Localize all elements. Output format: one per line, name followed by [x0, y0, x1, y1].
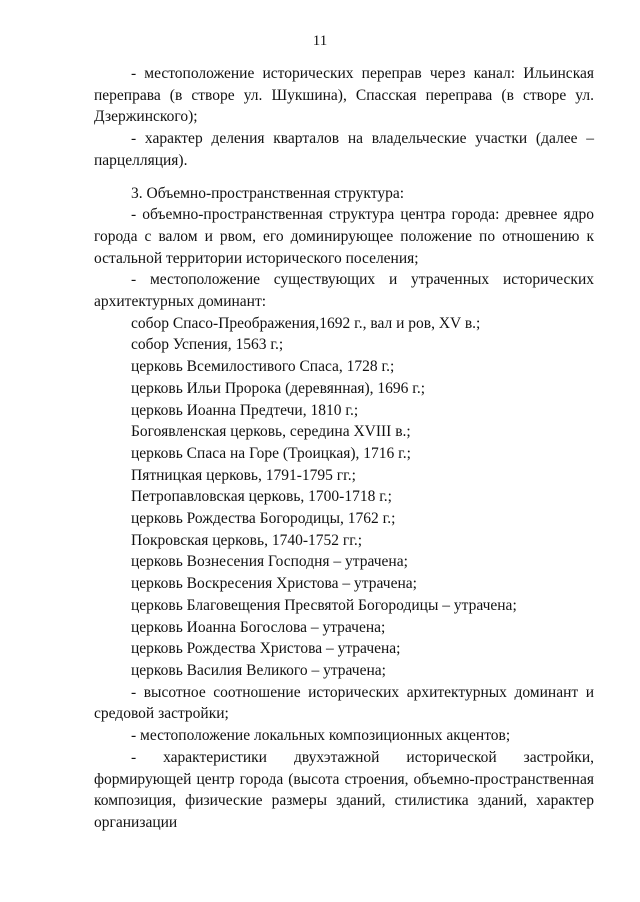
list-item: церковь Благовещения Пресвятой Богородицы – утрачена;	[131, 596, 517, 614]
list-item: Покровская церковь, 1740-1752 гг.;	[131, 531, 363, 549]
list-item: церковь Василия Великого – утрачена;	[131, 661, 386, 679]
page-number: 11	[312, 33, 328, 49]
paragraph-gap	[94, 172, 594, 183]
paragraph-volume-structure: - объемно-пространственная структура центра города: древнее ядро города с валом и рвом, его доминирующее положение по отношению к остальной территории исторического поселения;	[94, 206, 594, 267]
list-item: церковь Вознесения Господня – утрачена;	[131, 553, 408, 571]
paragraph-two-storey-buildings: - характеристики двухэтажной исторической застройки, формирующей центр города (высота строения, объемно-пространственная композиция, физические размеры зданий, стилистика зданий, характер организации	[94, 748, 594, 831]
dominants-list	[94, 313, 594, 682]
list-item: собор Спасо-Преображения,1692 г., вал и ров, XV в.;	[131, 314, 481, 332]
paragraph-parcelling: - характер деления кварталов на владельческие участки (далее – парцелляция).	[94, 130, 594, 169]
list-item: церковь Ильи Пророка (деревянная), 1696 г.;	[131, 379, 426, 397]
document-body	[94, 63, 594, 834]
section-heading-volume-structure: 3. Объемно-пространственная структура:	[131, 184, 405, 202]
list-item: собор Успения, 1563 г.;	[131, 336, 284, 354]
list-item: церковь Спаса на Горе (Троицкая), 1716 г.;	[131, 444, 411, 462]
list-item: церковь Рождества Христова – утрачена;	[131, 640, 401, 658]
paragraph-crossings: - местоположение исторических переправ через канал: Ильинская переправа (в створе ул. Шукшина), Спасская переправа (в створе ул. Дзержинского);	[94, 65, 594, 126]
list-item: церковь Рождества Богородицы, 1762 г.;	[131, 510, 396, 528]
paragraph-height-ratio: - высотное соотношение исторических архитектурных доминант и средовой застройки;	[94, 683, 594, 723]
list-item: Петропавловская церковь, 1700-1718 г.;	[131, 488, 392, 506]
list-item: Пятницкая церковь, 1791-1795 гг.;	[131, 466, 356, 484]
paragraph-dominants-intro: - местоположение существующих и утраченных исторических архитектурных доминант:	[94, 271, 594, 311]
list-item: церковь Воскресения Христова – утрачена;	[131, 575, 417, 593]
list-item: церковь Всемилостивого Спаса, 1728 г.;	[131, 358, 395, 376]
list-item: церковь Иоанна Богослова – утрачена;	[131, 618, 386, 636]
paragraph-local-accents: - местоположение локальных композиционных акцентов;	[131, 727, 511, 745]
list-item: Богоявленская церковь, середина XVIII в.;	[131, 423, 411, 441]
list-item: церковь Иоанна Предтечи, 1810 г.;	[131, 401, 359, 419]
